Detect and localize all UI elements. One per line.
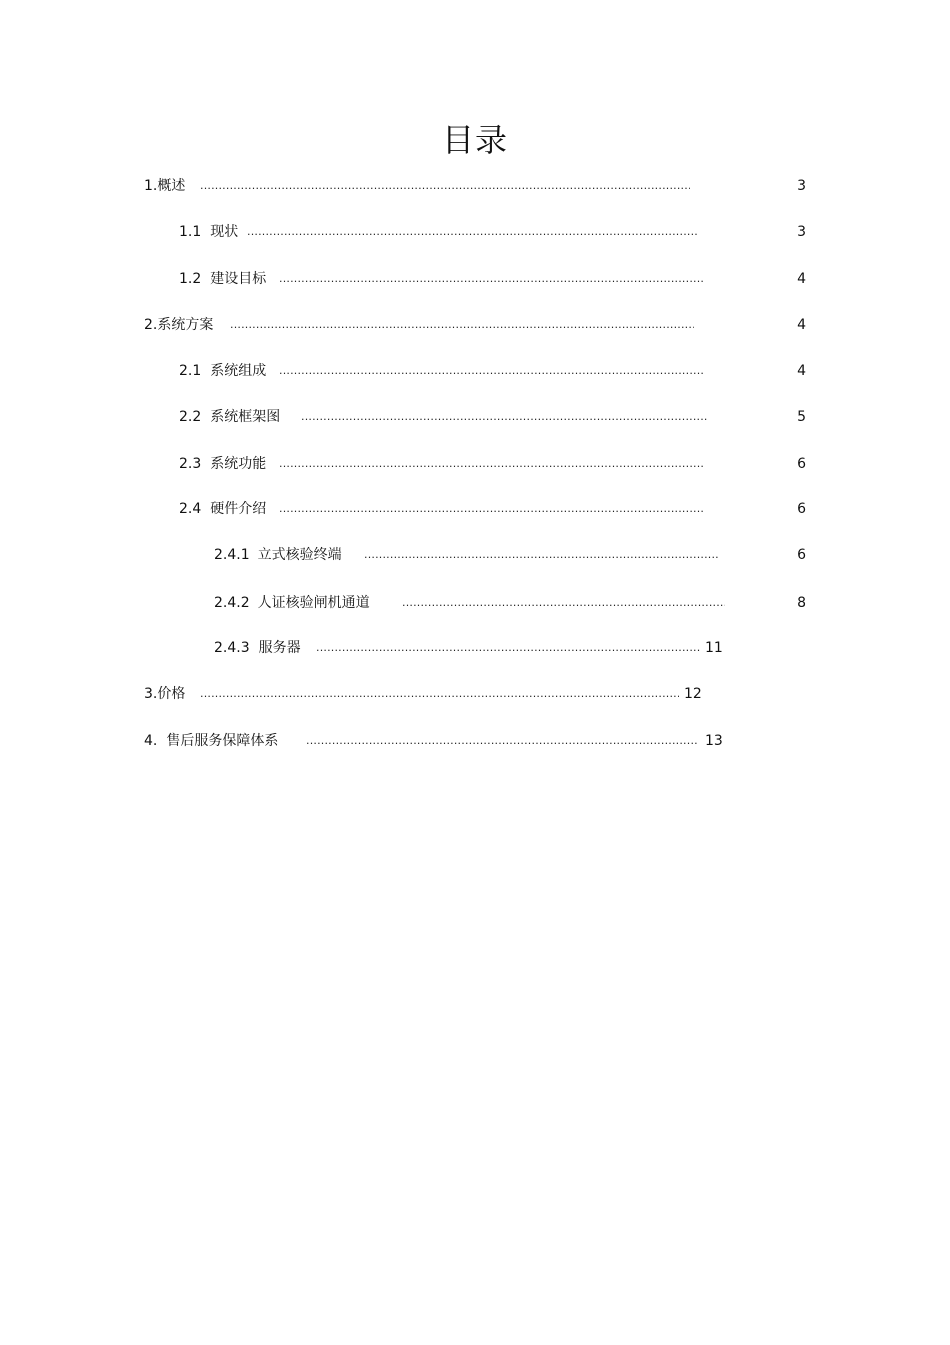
toc-entry-number: 3. (144, 686, 158, 702)
toc-entry-number: 2.4.2 (214, 595, 250, 611)
toc-dot-leader (402, 592, 725, 614)
toc-entry-page: 4 (797, 363, 806, 379)
toc-entry-page: 8 (797, 595, 806, 611)
toc-entry-heading (179, 221, 238, 243)
toc-entry-label: 立式核验终端 (257, 547, 342, 563)
toc-entry-4[interactable] (144, 730, 744, 752)
toc-entry-page: 6 (797, 501, 806, 517)
toc-entry-label: 系统组成 (210, 363, 267, 379)
toc-entry-2-4[interactable] (179, 498, 814, 520)
toc-dot-leader (306, 730, 699, 752)
toc-entry-number: 1.1 (179, 224, 202, 240)
toc-entry-heading (179, 360, 266, 382)
toc-entry-number: 2.4.1 (214, 547, 250, 563)
toc-entry-page: 6 (797, 456, 806, 472)
toc-dot-leader (279, 498, 704, 520)
toc-dot-leader (200, 683, 679, 705)
toc-entry-label: 建设目标 (210, 271, 267, 287)
toc-entry-number: 2.4.3 (214, 640, 250, 656)
toc-entry-heading (214, 637, 301, 659)
toc-entry-1[interactable] (144, 175, 814, 197)
toc-dot-leader (301, 406, 708, 428)
toc-entry-page: 4 (797, 317, 806, 333)
toc-entry-heading (144, 730, 278, 752)
toc-entry-page: 3 (797, 178, 806, 194)
toc-entry-heading (179, 268, 266, 290)
toc-entry-number: 4. (144, 733, 158, 749)
toc-entry-number: 2.2 (179, 409, 202, 425)
toc-entry-number: 1. (144, 178, 158, 194)
toc-entry-label: 系统功能 (210, 456, 267, 472)
toc-dot-leader (200, 175, 690, 197)
toc-entry-heading (179, 453, 266, 475)
toc-entry-label: 系统框架图 (210, 409, 281, 425)
toc-entry-label: 硬件介绍 (210, 501, 267, 517)
toc-entry-label: 现状 (210, 224, 239, 240)
toc-dot-leader (279, 453, 704, 475)
toc-dot-leader (316, 637, 700, 659)
toc-entry-page: 4 (797, 271, 806, 287)
toc-entry-page: 5 (797, 409, 806, 425)
toc-entry-2-1[interactable] (179, 360, 814, 382)
toc-entry-label: 售后服务保障体系 (166, 733, 279, 749)
toc-entry-label: 价格 (157, 686, 186, 702)
toc-entry-label: 系统方案 (157, 317, 214, 333)
toc-entry-page: 3 (797, 224, 806, 240)
toc-dot-leader (230, 314, 694, 336)
toc-dot-leader (279, 360, 704, 382)
toc-entry-number: 1.2 (179, 271, 202, 287)
toc-entry-page: 11 (705, 640, 723, 656)
toc-entry-2-2[interactable] (179, 406, 814, 428)
toc-entry-number: 2. (144, 317, 158, 333)
toc-title: 目录 (441, 121, 508, 159)
toc-entry-number: 2.1 (179, 363, 202, 379)
toc-entry-2-4-3[interactable] (214, 637, 814, 659)
toc-entry-number: 2.3 (179, 456, 202, 472)
toc-entry-heading (144, 175, 185, 197)
toc-dot-leader (364, 544, 718, 566)
toc-entry-page: 6 (797, 547, 806, 563)
toc-entry-page: 13 (705, 733, 723, 749)
toc-entry-heading (214, 544, 342, 566)
toc-entry-label: 人证核验闸机通道 (257, 595, 370, 611)
toc-entry-2[interactable] (144, 314, 814, 336)
toc-entry-2-3[interactable] (179, 453, 814, 475)
toc-entry-number: 2.4 (179, 501, 202, 517)
toc-entry-3[interactable] (144, 683, 744, 705)
toc-entry-page: 12 (684, 686, 702, 702)
toc-dot-leader (247, 221, 697, 243)
toc-entry-1-1[interactable] (179, 221, 814, 243)
toc-entry-heading (144, 683, 185, 705)
toc-entry-2-4-2[interactable] (214, 592, 814, 614)
toc-entry-heading (214, 592, 370, 614)
toc-dot-leader (279, 268, 704, 290)
toc-entry-2-4-1[interactable] (214, 544, 814, 566)
toc-entry-heading (179, 406, 280, 428)
toc-entry-1-2[interactable] (179, 268, 814, 290)
toc-entry-heading (144, 314, 213, 336)
toc-entry-heading (179, 498, 266, 520)
toc-entry-label: 服务器 (258, 640, 301, 656)
toc-entry-label: 概述 (157, 178, 186, 194)
